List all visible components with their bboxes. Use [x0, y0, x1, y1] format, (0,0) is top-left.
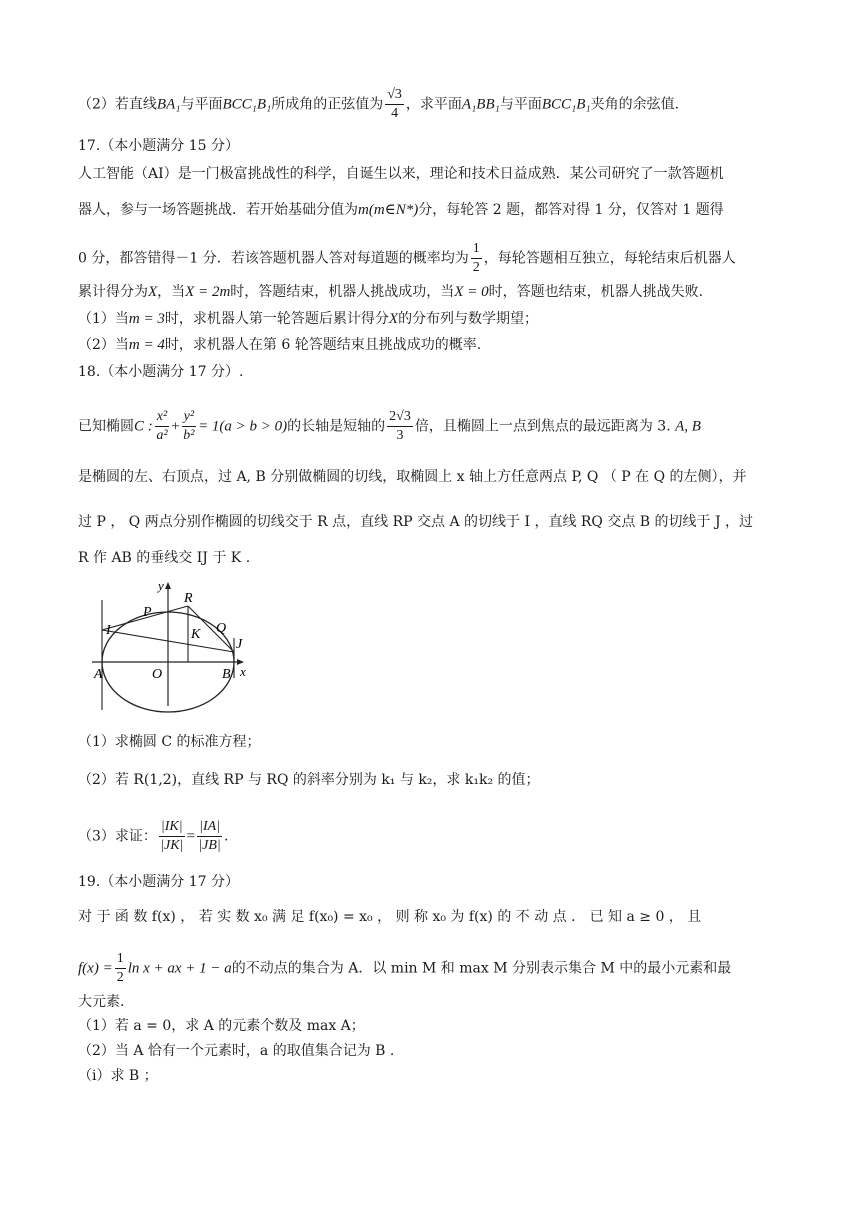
q17-text: ，当 [157, 284, 186, 300]
q17-s2-eq: m = 4 [128, 337, 165, 353]
q17-probability-fraction [471, 240, 482, 277]
q18-frac-x-den: a² [156, 428, 168, 443]
q17-s1-eq: m = 3 [128, 311, 165, 327]
fig-label-q: Q [216, 621, 227, 636]
q17-eq-fail: X = 0 [454, 284, 489, 300]
q17-s2-text: 时，求机器人在第 6 轮答题结束且挑战成功的概率. [164, 337, 482, 353]
q18-text: 倍，且椭圆上一点到焦点的最远距离为 3. [414, 418, 671, 435]
q17-text: 累计得分为 [78, 284, 148, 300]
q17-text: 时，答题也结束，机器人挑战失败. [488, 284, 704, 300]
fig-label-x: x [240, 664, 246, 679]
q18-frac-x-num: x² [155, 408, 169, 427]
q17-subquestion-2 [78, 335, 481, 355]
q18-ratio-den: 3 [396, 428, 404, 443]
fig-label-b: B [222, 667, 231, 682]
fig-label-o: O [152, 667, 163, 682]
q18-subquestion-2: （2）若 R(1,2)，直线 RP 与 RQ 的斜率分别为 k₁ 与 k₂，求 k₁k₂ 的值； [78, 772, 540, 788]
q18-paragraph-line3: 过 P ， Q 两点分别作椭圆的切线交于 R 点，直线 RP 交点 A 的切线于 I ，直线 RQ 交点 B 的切线于 J ，过 [78, 514, 754, 530]
q19-paragraph-line2 [78, 950, 731, 987]
q16-fraction-den: 4 [391, 106, 399, 121]
q19-frac-den: 2 [116, 970, 124, 985]
q19-text: 的不动点的集合为 A．以 min M 和 max M 分别表示集合 M 中的最小元素和最 [231, 960, 732, 977]
q17-paragraph-line4 [78, 282, 703, 302]
q17-frac-den: 2 [472, 260, 480, 275]
q16-fraction-num: √3 [385, 86, 404, 105]
fig-label-j: J [236, 637, 243, 652]
q18-s3-text: （3）求证： [78, 828, 157, 845]
fig-label-k: K [191, 627, 201, 642]
q17-paragraph-line3 [78, 240, 736, 277]
q17-s1-var: X [388, 311, 399, 327]
q17-paragraph-line2 [78, 200, 724, 220]
q18-paragraph-line2: 是椭圆的左、右顶点，过 A, B 分别做椭圆的切线，取椭圆上 x 轴上方任意两点 P, Q （ P 在 Q 的左侧），并 [78, 469, 747, 485]
q16-part2 [78, 86, 679, 123]
y-axis-arrow [165, 582, 171, 589]
q18-s3-den-right: |JB| [198, 838, 221, 853]
q18-s3-equals: = [186, 828, 196, 845]
q18-s3-period: . [224, 828, 229, 845]
q17-var-x: X [148, 284, 158, 300]
q19-paragraph-line1: 对 于 函 数 f(x) ， 若 实 数 x₀ 满 足 f(x₀) = x₀ ， 则 称 x₀ 为 f(x) 的 不 动 点 ． 已 知 a ≥ 0 ， 且 [78, 909, 702, 925]
q17-s1-text: 的分布列与数学期望； [398, 311, 539, 327]
fig-label-y: y [158, 578, 164, 593]
q17-subquestion-1 [78, 309, 538, 329]
q18-s3-frac-left [159, 818, 185, 855]
q19-header: 19.（本小题满分 17 分） [78, 874, 239, 890]
q16-text: 与平面 [499, 96, 542, 113]
q16-plane-bcc1b1-2: BCC₁B₁ [541, 96, 591, 113]
q19-subquestion-2: （2）当 A 恰有一个元素时，a 的取值集合记为 B . [78, 1043, 395, 1059]
q19-frac-num: 1 [115, 950, 126, 969]
q16-plane-bcc1b1: BCC₁B₁ [222, 96, 272, 113]
q18-s3-num-left: |IK| [159, 818, 185, 837]
q18-s3-den-left: |JK| [160, 838, 184, 853]
q19-func-rhs: ln x + ax + 1 − a [127, 960, 232, 977]
q18-ratio-fraction [387, 408, 413, 445]
q18-points-ab: A, B [675, 418, 701, 435]
q16-text: 与平面 [180, 96, 223, 113]
q17-text: ，每轮答题相互独立，每轮结束后机器人 [483, 250, 736, 267]
q19-subquestion-2-i: （i）求 B ； [78, 1068, 158, 1084]
q17-frac-num: 1 [471, 240, 482, 259]
q17-paragraph-line1: 人工智能（AI）是一门极富挑战性的科学，自诞生以来，理论和技术日益成熟．某公司研究了一款答题机 [78, 166, 724, 182]
q18-subquestion-3 [78, 818, 228, 855]
q17-s1-text: （1）当 [78, 311, 129, 327]
q18-subquestion-1: （1）求椭圆 C 的标准方程； [78, 734, 261, 750]
q17-text: 器人，参与一场答题挑战．若开始基础分值为 [78, 202, 358, 218]
q18-text: 已知椭圆 [78, 418, 134, 435]
q18-paragraph-line1: 已知椭圆C : $\frac{\text{x²}}{\text{a²}}$ + $\frac{\text{y²}}{\text{b²}}$ = 1(a > b > 0)的长轴是短轴的 $\frac{2√3}{3}$ 倍，且椭圆上一点到焦点的最远距离为 3. A, B [78, 409, 701, 443]
fig-label-p: P [143, 605, 152, 620]
q18-s3-frac-right [197, 818, 222, 855]
q19-frac-half [115, 950, 126, 987]
q17-base-score: m(m∈N*) [358, 202, 419, 218]
q18-frac-x [155, 408, 169, 445]
ellipse-figure [88, 578, 268, 718]
q18-ellipse-eq: = 1(a > b > 0) [198, 418, 288, 435]
q16-text: 所成角的正弦值为 [271, 96, 384, 113]
q16-plane-a1bb1: A₁BB₁ [461, 96, 500, 113]
q18-frac-y [182, 408, 196, 445]
q18-ellipse-name: C : [134, 418, 153, 435]
q19-paragraph-line3: 大元素. [78, 994, 125, 1010]
q17-text: 分，每轮答 2 题，都答对得 1 分，仅答对 1 题得 [418, 202, 724, 218]
q16-text: 夹角的余弦值. [590, 96, 680, 113]
q19-subquestion-1: （1）若 a = 0，求 A 的元素个数及 max A； [78, 1018, 365, 1034]
fig-label-a: A [94, 667, 103, 682]
q17-s2-text: （2）当 [78, 337, 129, 353]
q18-s3-num-right: |IA| [197, 818, 222, 837]
q17-text: 0 分，都答错得－1 分．若该答题机器人答对每道题的概率均为 [78, 250, 469, 267]
q16-text: ，求平面 [405, 96, 462, 113]
q16-line-ba1: BA₁ [156, 96, 181, 113]
q19-func-lhs: f(x) = [78, 960, 113, 977]
q16-fraction [385, 86, 404, 123]
q17-header: 17.（本小题满分 15 分） [78, 138, 239, 154]
q18-paragraph-line4: R 作 AB 的垂线交 IJ 于 K . [78, 550, 251, 566]
q18-header: 18.（本小题满分 17 分）. [78, 364, 244, 380]
fig-label-i: I [106, 623, 111, 638]
q17-s1-text: 时，求机器人第一轮答题后累计得分 [164, 311, 389, 327]
q16-part2-prefix: （2）若直线 [78, 96, 157, 113]
q17-eq-success: X = 2m [185, 284, 231, 300]
q18-frac-y-num: y² [182, 408, 196, 427]
q18-text: 的长轴是短轴的 [287, 418, 386, 435]
fig-label-r: R [184, 591, 193, 606]
q18-ratio-num: 2√3 [387, 408, 413, 427]
q18-frac-y-den: b² [183, 428, 195, 443]
q17-text: 时，答题结束，机器人挑战成功，当 [230, 284, 455, 300]
